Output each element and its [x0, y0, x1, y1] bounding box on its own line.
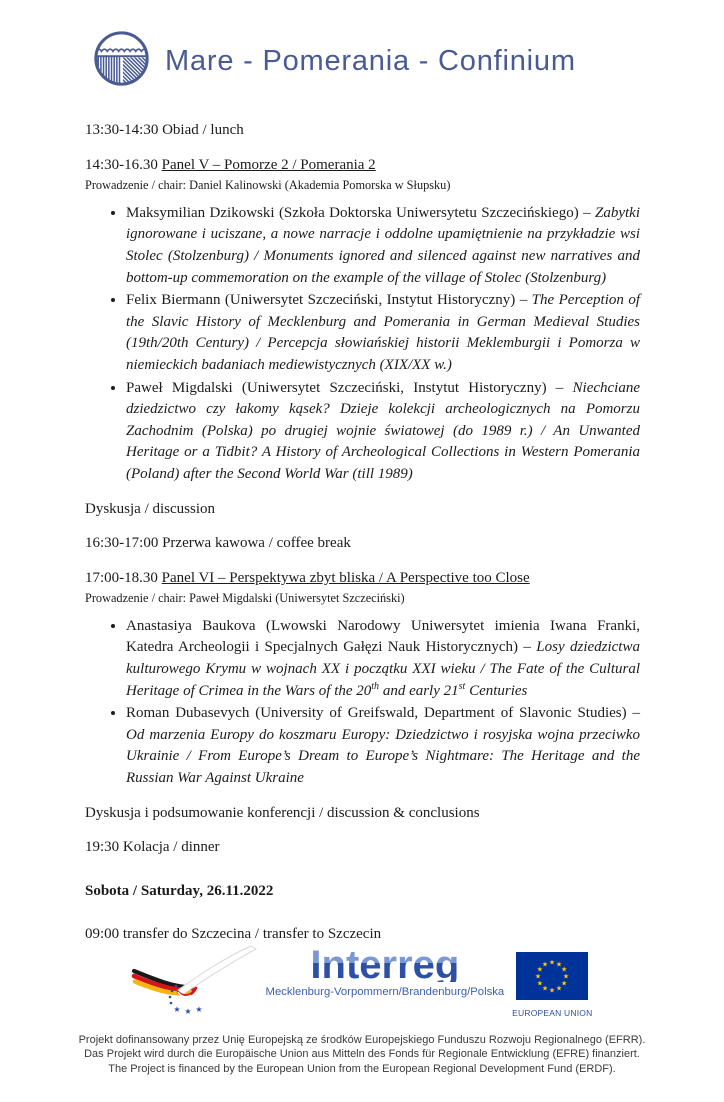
- talk-item: [126, 203, 640, 289]
- svg-text:★: ★: [549, 958, 556, 967]
- svg-text:★: ★: [561, 979, 568, 988]
- talk-item: [126, 290, 640, 376]
- panel6-title: Panel VI – Perspektywa zbyt bliska / A Perspective too Close: [161, 569, 530, 586]
- discussion-line: Dyskusja / discussion: [85, 500, 216, 517]
- talk-title: Losy dziedzictwa kulturowego Krymu w wojnach XX i początku XXI wieku / The Fate of the Cultural Heritage of Crimea in the Wars of the 20th and early 21st Centuries: [126, 639, 640, 699]
- svg-text:★: ★: [542, 960, 549, 969]
- svg-text:★: ★: [542, 984, 549, 993]
- svg-text:★: ★: [537, 979, 544, 988]
- funding-line-en: The Project is financed by the European Union from the European Regional Development Fund (ERDF).: [108, 1062, 616, 1075]
- interreg-wordmark: Interreg: [310, 943, 460, 987]
- talk-title: Niechciane dziedzictwo czy łakomy kąsek? Dzieje kolekcji archeologicznych na Pomorzu Zachodnim (Polska) po drugiej wojnie światowej (do 1989 r.) / An Unwanted Heritage or a Tidbit? A History of Archeological Collections in Western Pomerania (Poland) after the Second World War (till 1989): [126, 379, 640, 482]
- funding-logos: [0, 943, 724, 1023]
- panel6-heading: [85, 568, 640, 590]
- dinner-line: 19:30 Kolacja / dinner: [85, 839, 220, 856]
- talk-item: [126, 378, 640, 486]
- svg-text:★: ★: [183, 1007, 192, 1016]
- talk-item: [126, 703, 640, 789]
- page-footer: [0, 943, 724, 1102]
- program-content: [85, 107, 640, 946]
- panel5-chair: Prowadzenie / chair: Daniel Kalinowski (Akademia Pomorska w Słupsku): [85, 178, 451, 193]
- talk-speaker: Paweł Migdalski (Uniwersytet Szczeciński, Instytut Historyczny) –: [126, 379, 573, 396]
- interreg-subtitle: Mecklenburg-Vorpommern/Brandenburg/Polska: [265, 986, 505, 998]
- saturday-heading: Sobota / Saturday, 26.11.2022: [85, 882, 274, 899]
- panel6-chair: Prowadzenie / chair: Paweł Migdalski (Uniwersytet Szczeciński): [85, 591, 405, 606]
- german-polish-flags-swoosh-icon: [132, 946, 258, 1023]
- talk-item: [126, 616, 640, 702]
- talk-title: Od marzenia Europy do koszmaru Europy: Dziedzictwo i rosyjska wojna przeciwko Ukrainie / From Europe’s Dream to Europe’s Nightmare: The Heritage and the Russian War Against Ukraine: [126, 726, 640, 787]
- panel5-heading: [85, 155, 640, 177]
- talk-title: Zabytki ignorowane i uciszane, a nowe narracje i oddolne upamiętnienie na przykładzie wsi Stolec (Stolzenburg) / Monuments ignored and silenced against new narratives and bottom-up commemoration on the example of the village of Stolec (Stolzenburg): [126, 204, 640, 286]
- interreg-logo: [265, 943, 505, 998]
- svg-text:★: ★: [172, 1005, 181, 1014]
- panel5-time: 14:30-16.30: [85, 156, 158, 173]
- svg-text:★: ★: [549, 986, 556, 995]
- panel6-time: 17:00-18.30: [85, 569, 158, 586]
- svg-text:★: ★: [194, 1005, 203, 1014]
- svg-text:★: ★: [563, 972, 570, 981]
- discussion-conclusions-line: Dyskusja i podsumowanie konferencji / discussion & conclusions: [85, 804, 480, 821]
- funding-line-de: Das Projekt wird durch die Europäische Union aus Mitteln des Fonds für Regionale Entwicklung (EFRE) finanziert.: [84, 1048, 640, 1061]
- eu-flag-icon: [516, 952, 588, 1005]
- eu-label: EUROPEAN UNION: [512, 1008, 593, 1018]
- svg-text:★: ★: [535, 972, 542, 981]
- brand-header: [93, 30, 724, 92]
- svg-text:★: ★: [556, 984, 563, 993]
- transfer-line: 09:00 transfer do Szczecina / transfer to Szczecin: [85, 926, 382, 943]
- talk-speaker: Felix Biermann (Uniwersytet Szczeciński, Instytut Historyczny) –: [126, 292, 532, 309]
- svg-text:★: ★: [556, 960, 563, 969]
- panel5-talks: [85, 203, 640, 486]
- talk-speaker: Anastasiya Baukova (Lwowski Narodowy Uniwersytet imienia Iwana Franki, Katedra Archeologii i Specjalnych Gałęzi Nauk Historycznych) –: [126, 617, 640, 656]
- talk-speaker: Roman Dubasevych (University of Greifswald, Department of Slavonic Studies) –: [126, 705, 640, 722]
- talk-speaker: Maksymilian Dzikowski (Szkoła Doktorska Uniwersytetu Szczecińskiego) –: [126, 204, 595, 221]
- eu-logo: [512, 952, 592, 1018]
- talk-title: The Perception of the Slavic History of Mecklenburg and Pomerania in German Medieval Studies (19th/20th Century) / Percepcja słowiańskiej historii Meklemburgii i Pomorza w niemieckich badaniach mediewistycznych (XIX/XX w.): [126, 292, 640, 373]
- mare-pomerania-logo-icon: [93, 30, 150, 92]
- brand-title: Mare - Pomerania - Confinium: [165, 44, 576, 77]
- svg-text:★: ★: [561, 965, 568, 974]
- schedule-lunch: 13:30-14:30 Obiad / lunch: [85, 122, 244, 138]
- coffee-break-line: 16:30-17:00 Przerwa kawowa / coffee break: [85, 535, 351, 552]
- panel5-title: Panel V – Pomorze 2 / Pomerania 2: [161, 156, 376, 173]
- panel6-talks: [85, 616, 640, 790]
- funding-line-pl: Projekt dofinansowany przez Unię Europejską ze środków Europejskiego Funduszu Rozwoju Regionalnego (EFRR).: [78, 1034, 646, 1046]
- svg-text:★: ★: [537, 965, 544, 974]
- funding-text: [0, 1033, 724, 1076]
